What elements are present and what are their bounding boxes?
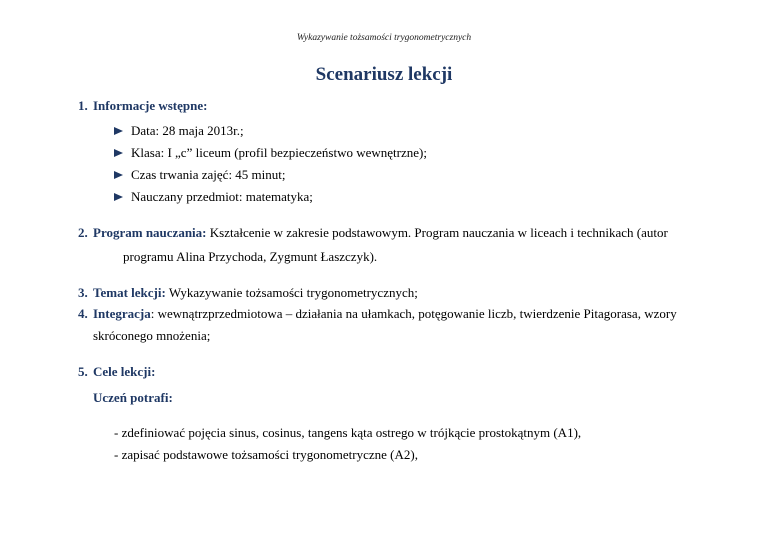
section-2-heading: Program nauczania: xyxy=(93,225,207,240)
info-item-subject-text: Nauczany przedmiot: matematyka; xyxy=(131,189,313,204)
arrow-bullet-icon xyxy=(114,171,123,179)
info-item-duration xyxy=(114,167,286,183)
info-item-class-text: Klasa: I „c” liceum (profil bezpieczeństwo wewnętrzne); xyxy=(131,145,427,160)
section-2-text-continued: programu Alina Przychoda, Zygmunt Łaszczyk). xyxy=(123,249,378,264)
section-2-number: 2. xyxy=(78,225,88,240)
document-title: Scenariusz lekcji xyxy=(315,64,453,85)
arrow-bullet-icon xyxy=(114,149,123,157)
info-item-subject xyxy=(114,189,313,205)
section-4 xyxy=(78,306,677,322)
section-5-title: Cele lekcji: xyxy=(93,364,156,379)
section-5-subheading: Uczeń potrafi: xyxy=(93,390,173,405)
section-4-number: 4. xyxy=(78,306,88,321)
info-item-date xyxy=(114,123,244,139)
section-1-heading xyxy=(78,98,207,114)
arrow-bullet-icon xyxy=(114,193,123,201)
section-4-heading: Integracja xyxy=(93,306,151,321)
section-5-number: 5. xyxy=(78,364,88,379)
section-5-heading xyxy=(78,364,155,380)
section-3-heading: Temat lekcji: xyxy=(93,285,166,300)
section-3 xyxy=(78,285,418,301)
section-4-text-continued: skróconego mnożenia; xyxy=(93,328,211,343)
arrow-bullet-icon xyxy=(114,127,123,135)
section-2 xyxy=(78,225,668,241)
info-item-duration-text: Czas trwania zajęć: 45 minut; xyxy=(131,167,286,182)
section-2-text: Kształcenie w zakresie podstawowym. Program nauczania w liceach i technikach (autor xyxy=(206,225,668,240)
section-3-number: 3. xyxy=(78,285,88,300)
goal-item: - zdefiniować pojęcia sinus, cosinus, tangens kąta ostrego w trójkącie prostokątnym (A1), xyxy=(114,425,582,440)
section-4-text: : wewnątrzprzedmiotowa – działania na ułamkach, potęgowanie liczb, twierdzenie Pitagorasa, wzory xyxy=(150,306,677,321)
info-item-class xyxy=(114,145,427,161)
info-item-date-text: Data: 28 maja 2013r.; xyxy=(131,123,244,138)
section-1-title: Informacje wstępne: xyxy=(93,98,208,113)
goal-item: - zapisać podstawowe tożsamości trygonometryczne (A2), xyxy=(114,447,418,462)
section-1-number: 1. xyxy=(78,98,88,113)
running-header: Wykazywanie tożsamości trygonometrycznych xyxy=(296,33,472,43)
section-3-text: Wykazywanie tożsamości trygonometrycznych; xyxy=(165,285,418,300)
